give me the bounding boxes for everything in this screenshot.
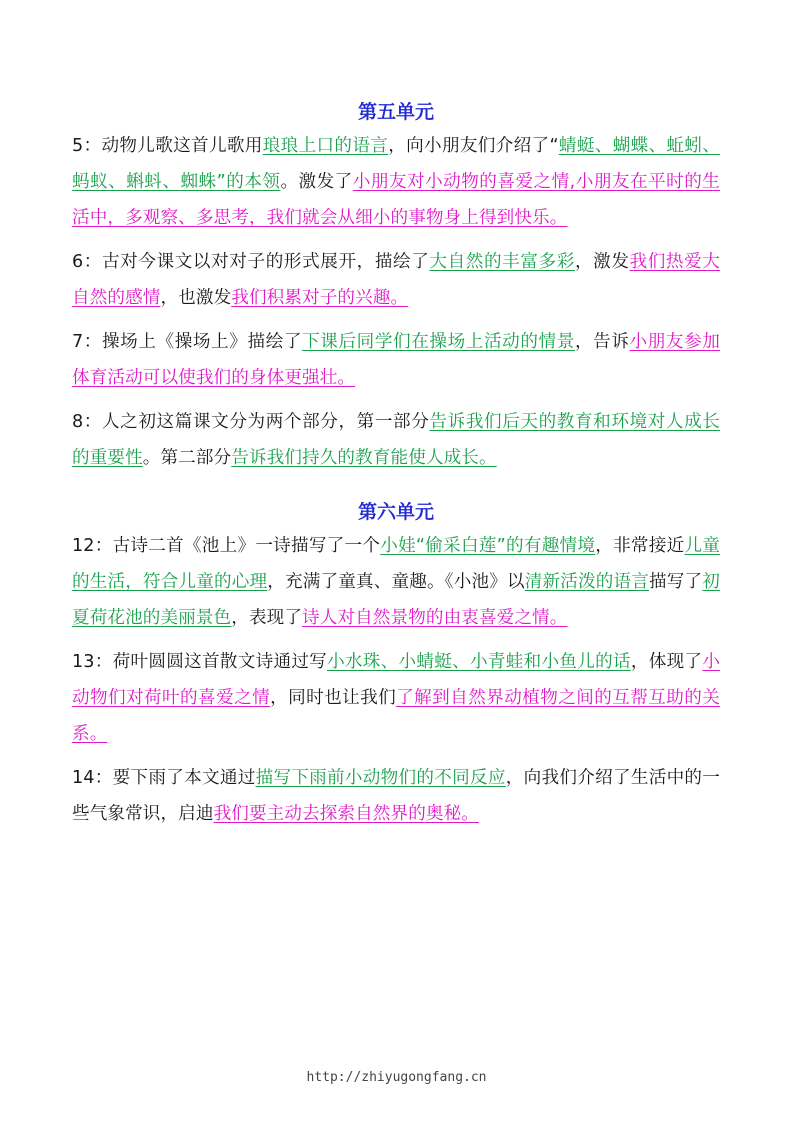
highlight-magenta: 小朋友对小动物的喜爱之情,小朋友在平时的生活中，多观察、多思考，我们就会从细小的事物身上得到快乐。 — [72, 172, 720, 228]
highlight-green: 儿童的生活，符合儿童的心理 — [72, 536, 720, 592]
paragraph-13 — [72, 644, 720, 752]
highlight-green: 描写下雨前小动物们的不同反应 — [255, 768, 506, 788]
text-segment: 8：人之初这篇课文分为两个部分，第一部分 — [72, 412, 430, 432]
text-segment: ，表现了 — [231, 608, 303, 628]
text-segment: ，激发 — [574, 252, 630, 272]
unit-title-5: 第五单元 — [357, 101, 434, 123]
footer-url: http://zhiyugongfang.cn — [306, 1070, 487, 1085]
text-segment: ，向小朋友们介绍了“ — [388, 136, 559, 156]
highlight-magenta: 诗人对自然景物的由衷喜爱之情。 — [302, 608, 568, 628]
text-segment: 描写了 — [649, 572, 703, 592]
text-segment: 12：古诗二首《池上》一诗描写了一个 — [72, 536, 381, 556]
paragraph-6 — [72, 244, 720, 316]
paragraph-12 — [72, 528, 720, 636]
highlight-magenta: 了解到自然界动植物之间的互帮互助的关系。 — [72, 688, 720, 744]
highlight-magenta: 小动物们对荷叶的喜爱之情 — [72, 652, 721, 708]
highlight-green: 告诉我们持久的教育能使人成长。 — [231, 448, 497, 468]
text-segment: ，向我们介绍了生活中的一些气象常识，启迪 — [72, 768, 720, 824]
paragraph-14 — [72, 760, 720, 832]
highlight-green: 大自然的丰富多彩 — [429, 252, 575, 272]
text-segment: ，非常接近 — [595, 536, 685, 556]
text-segment: 5：动物儿歌这首儿歌用 — [72, 136, 263, 156]
highlight-green: 下课后同学们在操场上活动的情景 — [302, 332, 575, 352]
highlight-magenta: 我们热爱大自然的感情 — [72, 252, 720, 308]
document-page — [72, 96, 720, 840]
highlight-green: 初夏荷花池的美丽景色 — [72, 572, 720, 628]
highlight-magenta: 我们要主动去探索自然界的奥秘。 — [213, 804, 479, 824]
text-segment: ，充满了童真、童趣。《小池》以 — [267, 572, 525, 592]
text-segment: 14：要下雨了本文通过 — [72, 768, 256, 788]
text-segment: 13：荷叶圆圆这首散文诗通过写 — [72, 652, 328, 672]
highlight-green: 小水珠、小蜻蜓、小青蛙和小鱼儿的话 — [327, 652, 631, 672]
text-segment: ，同时也让我们 — [270, 688, 397, 708]
text-segment: 。第二部分 — [142, 448, 232, 468]
highlight-magenta: 小朋友参加体育活动可以使我们的身体更强壮。 — [72, 332, 720, 388]
highlight-green: 琅琅上口的语言 — [262, 136, 389, 156]
paragraph-5 — [72, 128, 720, 236]
unit-title-6: 第六单元 — [357, 501, 434, 523]
highlight-green: 蜻蜓、蝴蝶、蚯蚓、蚂蚁、蝌蚪、蜘蛛”的本领 — [72, 136, 720, 192]
text-segment: ，也激发 — [160, 288, 232, 308]
paragraph-7 — [72, 324, 720, 396]
text-segment: 7：操场上《操场上》描绘了 — [72, 332, 303, 352]
text-segment: ，告诉 — [574, 332, 630, 352]
text-segment: 。激发了 — [280, 172, 353, 192]
highlight-magenta: 我们积累对子的兴趣。 — [231, 288, 409, 308]
text-segment: 6：古对今课文以对对子的形式展开，描绘了 — [72, 252, 430, 272]
highlight-green: 清新活泼的语言 — [524, 572, 650, 592]
highlight-green: 告诉我们后天的教育和环境对人成长的重要性 — [72, 412, 720, 468]
highlight-green: 小娃“偷采白莲”的有趣情境 — [380, 536, 596, 556]
paragraph-8 — [72, 404, 720, 476]
text-segment: ，体现了 — [630, 652, 703, 672]
